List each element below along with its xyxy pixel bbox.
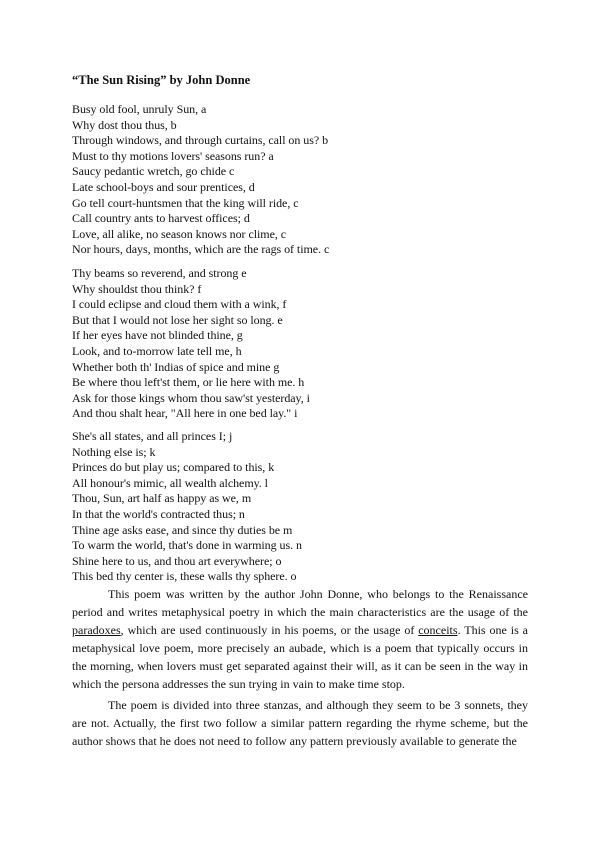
paragraph-text: This poem was written by the author John Donne, who belongs to the Renaissance period and writes metaphysical poetry in which the main characteristics are the usage of the [72, 587, 528, 619]
poem-line: Princes do but play us; compared to this, k [72, 460, 275, 475]
poem-line: All honour's mimic, all wealth alchemy. l [72, 475, 268, 490]
poem-line: Why dost thou thus, b [72, 117, 177, 132]
poem-line: Nothing else is; k [72, 444, 156, 459]
poem-line: Be where thou left'st them, or lie here with me. h [72, 375, 305, 390]
poem-line: If her eyes have not blinded thine, g [72, 328, 243, 343]
poem-line: Must to thy motions lovers' seasons run? a [72, 148, 274, 163]
poem-line: But that I would not lose her sight so long. e [72, 312, 283, 327]
poem-line: Thine age asks ease, and since thy duties be m [72, 522, 293, 537]
poem-line: Ask for those kings whom thou saw'st yesterday, i [72, 390, 310, 405]
paradoxes-link[interactable]: paradoxes [72, 623, 121, 637]
poem-line: Call country ants to harvest offices; d [72, 211, 250, 226]
paragraph-text: . This one is a metaphysical love poem, more precisely an aubade, which is a poem that typically occurs in the morning, when lovers must get separated against their will, as it can be seen in the way in which the persona addresses the sun trying in vain to make time stop. [72, 623, 528, 691]
stanza-1 [72, 102, 329, 258]
poem-line: Through windows, and through curtains, call on us? b [72, 133, 329, 148]
poem-line: Shine here to us, and thou art everywhere; o [72, 553, 282, 568]
conceits-link[interactable]: conceits [418, 623, 458, 637]
poem-line: To warm the world, that's done in warming us. n [72, 538, 302, 553]
poem-line: This bed thy center is, these walls thy sphere. o [72, 569, 297, 584]
poem-line: Nor hours, days, months, which are the rags of time. c [72, 242, 330, 257]
analysis-paragraph-2: The poem is divided into three stanzas, and although they seem to be 3 sonnets, they are not. Actually, the first two follow a similar pattern regarding the rhyme scheme, but the author shows that he does not need to follow any pattern previously available to generate the [72, 698, 528, 748]
poem-line: In that the world's contracted thus; n [72, 506, 245, 521]
analysis-paragraph-1 [72, 585, 528, 693]
poem-line: I could eclipse and cloud them with a wink, f [72, 297, 287, 312]
poem-line: Love, all alike, no season knows nor clime, c [72, 226, 287, 241]
poem-line: And thou shalt hear, "All here in one bed lay." i [72, 406, 298, 421]
poem-line: Thou, Sun, art half as happy as we, m [72, 491, 252, 506]
poem-line: Whether both th' Indias of spice and mine g [72, 359, 280, 374]
paragraph-text: , which are used continuously in his poems, or the usage of [120, 623, 419, 637]
poem-line: Go tell court-huntsmen that the king will ride, c [72, 195, 299, 210]
poem-line: She's all states, and all princes I; j [72, 429, 233, 443]
poem-line: Thy beams so reverend, and strong e [72, 266, 247, 280]
stanza-3 [72, 429, 302, 585]
poem-line: Why shouldst thou think? f [72, 281, 202, 296]
poem-line: Late school-boys and sour prentices, d [72, 179, 255, 194]
stanza-2 [72, 266, 310, 422]
poem-title: “The Sun Rising” by John Donne [72, 73, 251, 87]
poem-line: Saucy pedantic wretch, go chide c [72, 164, 235, 179]
poem-line: Busy old fool, unruly Sun, a [72, 102, 207, 116]
poem-line: Look, and to-morrow late tell me, h [72, 343, 242, 358]
